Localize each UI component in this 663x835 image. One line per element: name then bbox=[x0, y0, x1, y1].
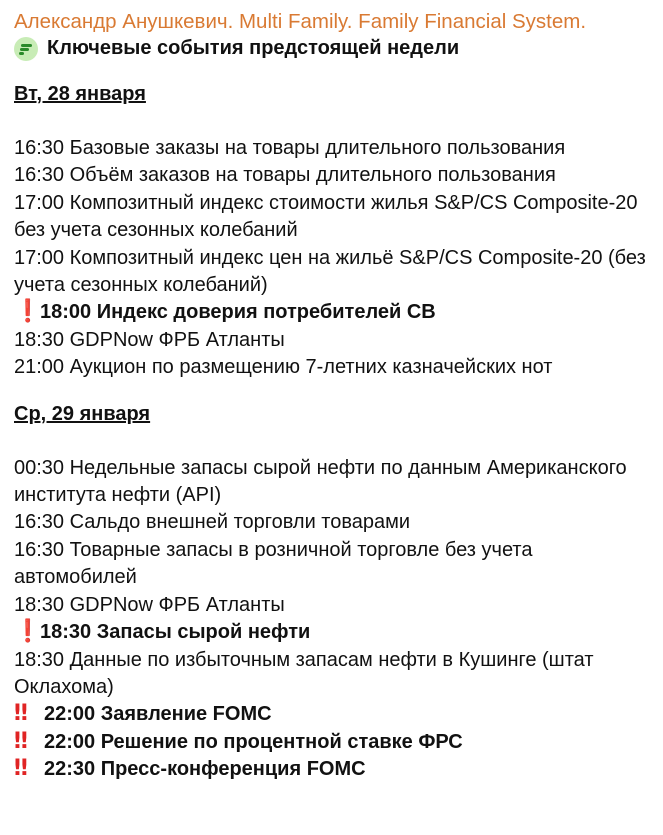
event-text: 16:30 Товарные запасы в розничной торговле без учета автомобилей bbox=[14, 538, 533, 589]
event-item bbox=[14, 647, 653, 702]
exclamation-icon: ❗ bbox=[14, 619, 42, 645]
day-heading: Вт, 28 января bbox=[14, 83, 146, 105]
event-item bbox=[14, 729, 653, 756]
event-item bbox=[14, 592, 653, 619]
event-item bbox=[14, 619, 653, 646]
message-title-row bbox=[14, 35, 653, 62]
message-author[interactable]: Александр Анушкевич. Multi Family. Family Financial System. bbox=[14, 10, 587, 33]
event-text: 18:30 Данные по избыточным запасам нефти в Кушинге (штат Оклахома) bbox=[14, 648, 594, 698]
day-heading: Ср, 29 января bbox=[14, 402, 151, 425]
event-text: 16:30 Сальдо внешней торговли товарами bbox=[14, 511, 411, 534]
event-item bbox=[14, 245, 653, 300]
double-exclamation-icon: ‼ bbox=[14, 756, 24, 782]
double-exclamation-icon: ‼ bbox=[14, 728, 24, 754]
event-text: 18:30 GDPNow ФРБ Атланты bbox=[14, 328, 285, 351]
event-item bbox=[14, 135, 653, 162]
event-text: 22:00 Решение по процентной ставке ФРС bbox=[44, 730, 463, 753]
event-text: 18:30 GDPNow ФРБ Атланты bbox=[14, 593, 285, 616]
exclamation-icon: ❗ bbox=[14, 299, 42, 325]
event-item bbox=[14, 327, 653, 354]
event-list bbox=[14, 135, 653, 382]
event-text: 17:00 Композитный индекс стоимости жилья S&P/CS Composite-20 без учета сезонных колебаний bbox=[14, 191, 638, 242]
event-list bbox=[14, 455, 653, 784]
event-text: 22:00 Заявление FOMC bbox=[44, 703, 272, 726]
event-text: 21:00 Аукцион по размещению 7-летних казначейских нот bbox=[14, 356, 553, 379]
event-text: 00:30 Недельные запасы сырой нефти по данным Американского института нефти (API) bbox=[14, 456, 627, 507]
event-text: 22:30 Пресс-конференция FOMC bbox=[44, 758, 366, 781]
green-circle-logo-icon bbox=[14, 37, 38, 61]
event-item bbox=[14, 299, 653, 326]
event-item bbox=[14, 756, 653, 783]
message-title: Ключевые события предстоящей недели bbox=[47, 37, 460, 59]
event-item bbox=[14, 190, 653, 245]
event-item bbox=[14, 354, 653, 381]
event-text: 16:30 Объём заказов на товары длительного пользования bbox=[14, 164, 556, 187]
event-item bbox=[14, 701, 653, 728]
event-item bbox=[14, 509, 653, 536]
event-schedule bbox=[14, 81, 653, 784]
event-text: 16:30 Базовые заказы на товары длительного пользования bbox=[14, 137, 566, 159]
event-text: 17:00 Композитный индекс цен на жильё S&P/CS Composite-20 (без учета сезонных колебаний) bbox=[14, 246, 646, 297]
double-exclamation-icon: ‼ bbox=[14, 701, 24, 727]
event-item bbox=[14, 537, 653, 592]
event-text: 18:00 Индекс доверия потребителей CB bbox=[40, 301, 436, 324]
event-text: 18:30 Запасы сырой нефти bbox=[40, 621, 311, 644]
event-item bbox=[14, 455, 653, 510]
event-item bbox=[14, 162, 653, 189]
